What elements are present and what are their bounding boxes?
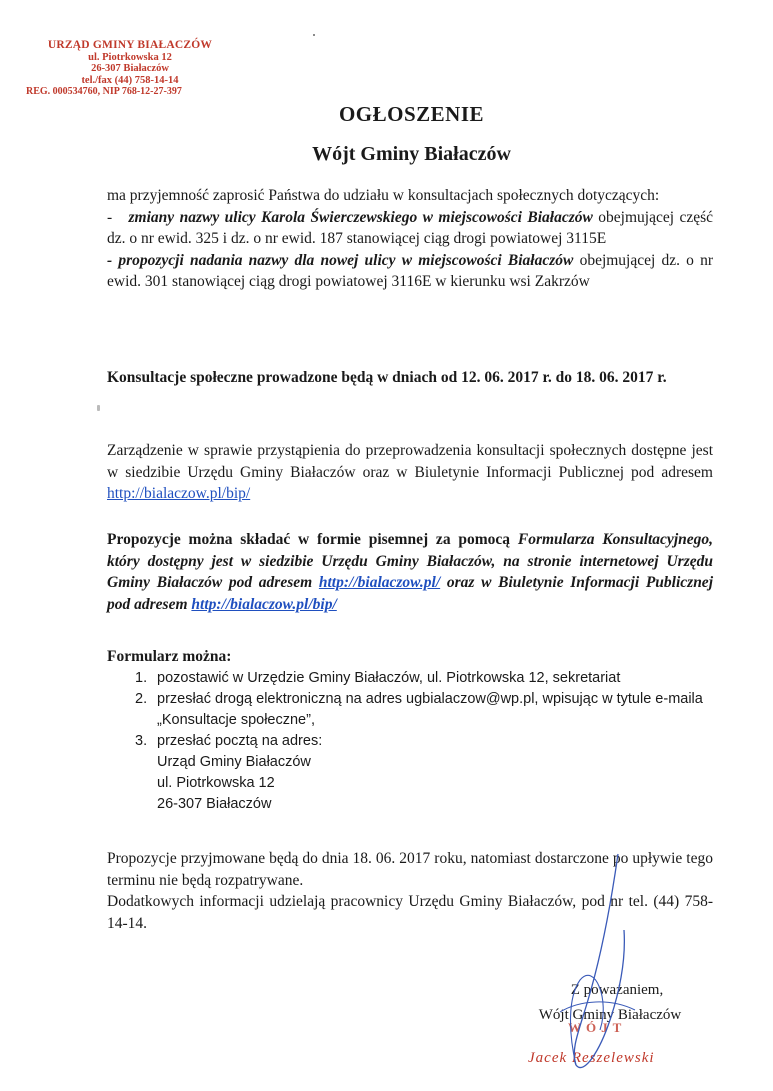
stamp-phone: tel./fax (44) 758-14-14 [81, 74, 179, 86]
street-rename-details: obejmującej część dz. o nr ewid. 325 i dz. o nr ewid. 187 stanowiącej ciąg drogi powiatowej 3115E [107, 208, 714, 247]
role-stamp: WÓJT [568, 1020, 627, 1035]
scan-speck [313, 34, 315, 36]
street-rename-item: zmiany nazwy ulicy Karola Świerczewskiego w miejscowości Białaczów [128, 208, 593, 226]
new-street-item: - propozycji nadania nazwy dla nowej ulicy w miejscowości Białaczów [107, 251, 574, 269]
regulation-paragraph [107, 440, 713, 505]
proposals-bip-info: oraz w Biuletynie Informacji Publicznej pod adresem [107, 574, 713, 613]
intro-text: ma przyjemność zaprosić Państwa do udziału w konsultacjach społecznych dotyczących: [107, 187, 660, 204]
address-line: ul. Piotrkowska 12 [157, 775, 275, 791]
postal-address [135, 752, 715, 815]
regulation-text: Zarządzenie w sprawie przystąpienia do przeprowadzenia konsultacji społecznych dostępne jest w siedzibie Urzędu Gminy Białaczów oraz w Biuletynie Informacji Publicznej pod adresem [107, 442, 713, 481]
website-link[interactable]: http://bialaczow.pl/ [318, 574, 441, 591]
signatory-role: Wójt Gminy Białaczów [538, 1007, 682, 1023]
list-number: 3. [135, 733, 148, 749]
scan-speck [97, 405, 100, 411]
handwritten-signature [540, 850, 640, 1080]
consultation-dates: Konsultacje społeczne prowadzone będą w dniach od 12. 06. 2017 r. do 18. 06. 2017 r. [107, 369, 667, 386]
proposals-paragraph [107, 529, 713, 615]
new-street-details: obejmującej dz. o nr ewid. 301 stanowiącej ciąg drogi powiatowej 3116E w kierunku wsi Zakrzów [107, 251, 714, 290]
list-item [135, 731, 715, 752]
contact-info: Dodatkowych informacji udzielają pracownicy Urzędu Gminy Białaczów, pod nr tel. (44) 758-14-14. [107, 893, 713, 932]
list-item [135, 689, 715, 731]
stamp-street: ul. Piotrkowska 12 [88, 51, 172, 63]
stamp-registration: REG. 000534760, NIP 768-12-27-397 [26, 86, 182, 97]
address-line: 26-307 Białaczów [157, 796, 272, 812]
bip-link-2[interactable]: http://bialaczow.pl/bip/ [191, 595, 337, 613]
list-text: pozostawić w Urzędzie Gminy Białaczów, ul. Piotrkowska 12, sekretariat [157, 670, 621, 686]
proposals-intro: Propozycje można składać w formie pisemnej za pomocą [107, 531, 511, 548]
bip-link[interactable]: http://bialaczow.pl/bip/ [107, 485, 251, 502]
document-title: OGŁOSZENIE [338, 102, 485, 126]
list-item [135, 668, 715, 689]
list-number: 2. [135, 691, 148, 707]
proposals-form-info: Formularza Konsultacyjnego, który dostępny jest w siedzibie Urzędu Gminy Białaczów, na stronie internetowej Urzędu Gminy Białaczów pod adresem [107, 531, 713, 591]
intro-paragraph [107, 185, 713, 293]
stamp-postcode: 26-307 Białaczów [91, 63, 169, 74]
form-options-list [135, 668, 715, 815]
item-dash: - [107, 208, 113, 226]
list-number: 1. [135, 670, 148, 686]
list-text: przesłać pocztą na adres: [157, 733, 323, 749]
form-header: Formularz można: [107, 648, 232, 665]
address-line: Urząd Gminy Białaczów [157, 754, 311, 770]
list-text: przesłać drogą elektroniczną na adres ugbialaczow@wp.pl, wpisując w tytule e-maila „Konsultacje społeczne”, [157, 691, 703, 728]
deadline-text: Propozycje przyjmowane będą do dnia 18. 06. 2017 roku, natomiast dostarczone po upływie tego terminu nie będą rozpatrywane. [107, 850, 713, 889]
greeting: Z poważaniem, [570, 982, 664, 998]
office-stamp [26, 39, 230, 98]
name-stamp: Jacek Reszelewski [528, 1050, 655, 1066]
document-subtitle: Wójt Gminy Białaczów [312, 143, 511, 165]
stamp-office-name: URZĄD GMINY BIAŁACZÓW [47, 39, 213, 51]
